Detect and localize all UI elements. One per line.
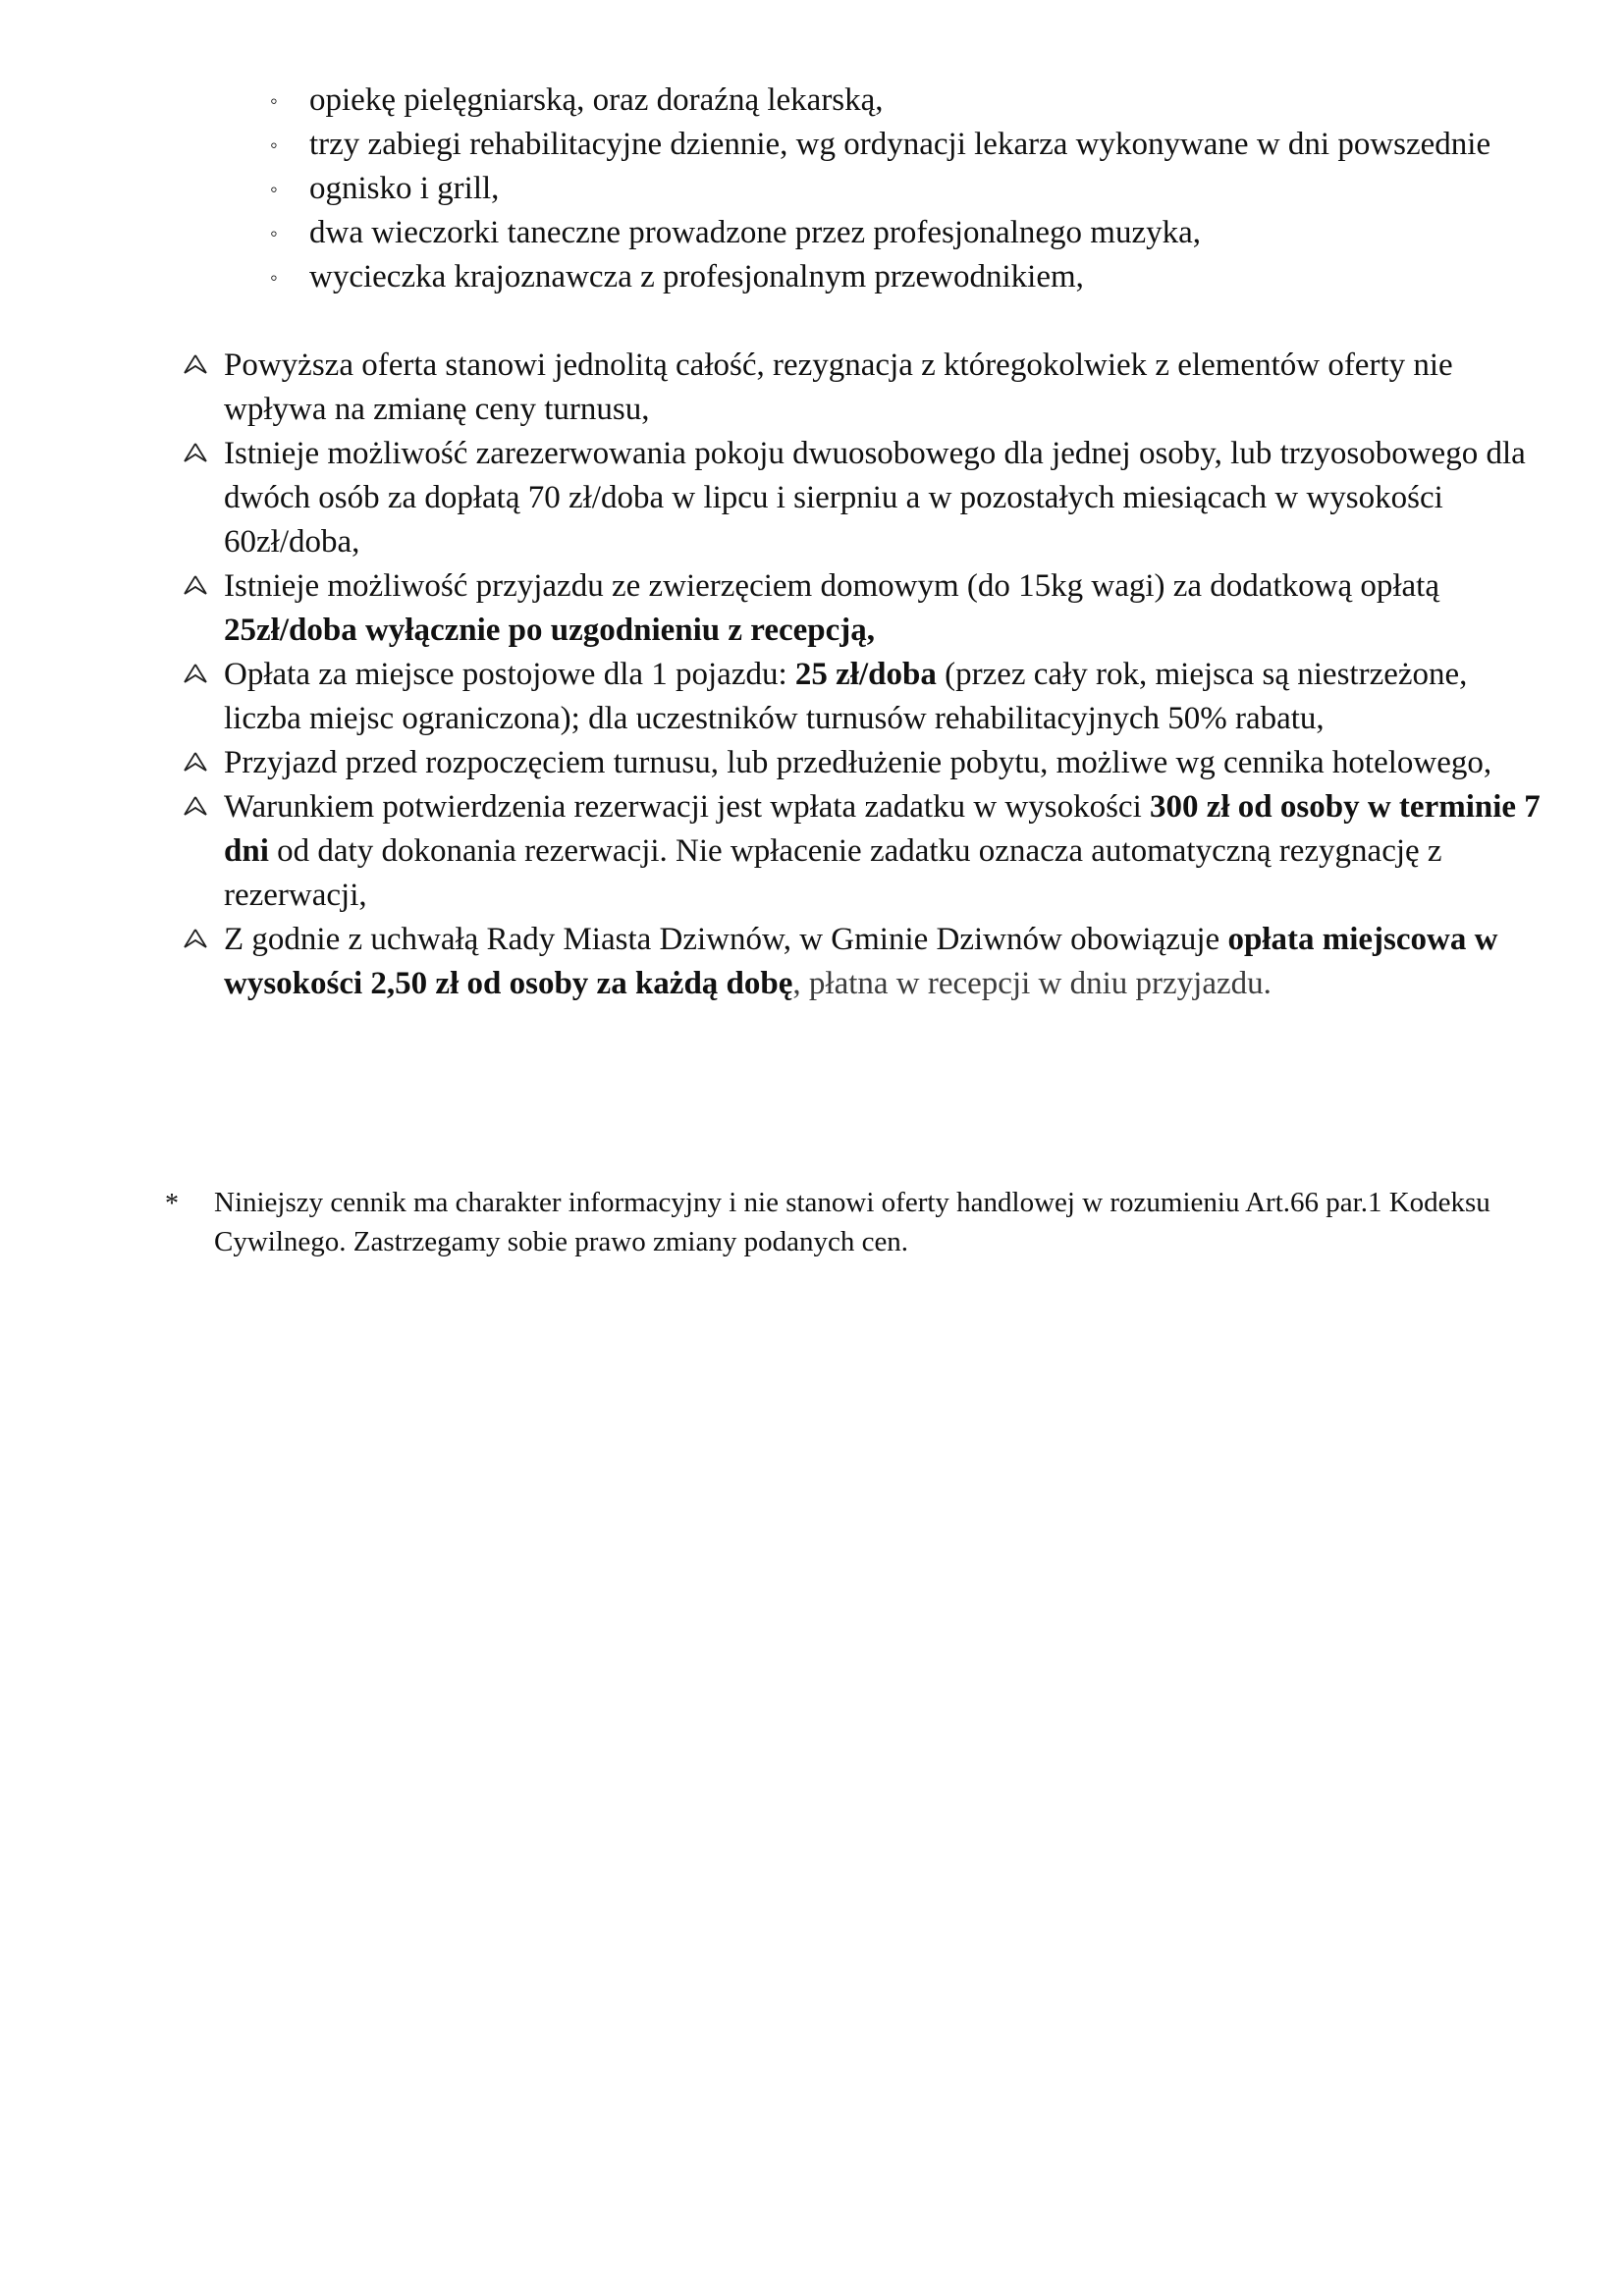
triangle-arrows-icon bbox=[181, 353, 210, 375]
bold-text: 300 zł od osoby w terminie 7 dni bbox=[224, 789, 1541, 869]
bold-text: 25 zł/doba bbox=[794, 657, 937, 692]
triangle-arrows-icon bbox=[181, 663, 210, 684]
text-span: , płatna w recepcji w dniu przyjazdu. bbox=[792, 966, 1272, 1001]
triangle-arrows-icon bbox=[181, 574, 210, 596]
included-services-list bbox=[265, 79, 1542, 299]
list-item bbox=[177, 653, 1551, 741]
list-item-text: Istnieje możliwość zarezerwowania pokoju dwuosobowego dla jednej osoby, lub trzyosobowego dla dwóch osób za dopłatą 70 zł/doba w lipcu i sierpniu a w pozostałych miesiącach w wysokości 60zł/doba, bbox=[224, 436, 1526, 560]
text-span: (przez cały rok, miejsca są niestrzeżone, liczba miejsc ograniczona); dla uczestników turnusów rehabilitacyjnych 50% rabatu, bbox=[224, 657, 1468, 736]
circle-bullet-icon: ◦ bbox=[270, 265, 278, 290]
list-item-text bbox=[224, 568, 1439, 648]
list-item-text: trzy zabiegi rehabilitacyjne dziennie, wg ordynacji lekarza wykonywane w dni powszednie bbox=[309, 127, 1491, 162]
triangle-arrows-icon bbox=[181, 928, 210, 949]
list-item bbox=[177, 344, 1551, 432]
circle-bullet-icon: ◦ bbox=[270, 177, 278, 201]
list-item-text bbox=[224, 657, 1467, 736]
circle-bullet-icon: ◦ bbox=[270, 221, 278, 245]
circle-bullet-icon: ◦ bbox=[270, 133, 278, 157]
list-item bbox=[265, 211, 1542, 255]
asterisk-marker: * bbox=[165, 1189, 179, 1219]
list-item bbox=[177, 918, 1551, 1006]
list-item bbox=[265, 79, 1542, 123]
triangle-arrows-icon bbox=[181, 442, 210, 463]
text-span: Z godnie z uchwałą Rady Miasta Dziwnów, w Gminie Dziwnów obowiązuje bbox=[224, 922, 1228, 957]
list-item bbox=[177, 432, 1551, 564]
list-item bbox=[265, 167, 1542, 211]
text-span: od daty dokonania rezerwacji. Nie wpłacenie zadatku oznacza automatyczną rezygnację z rezerwacji, bbox=[224, 833, 1442, 913]
text-span: Istnieje możliwość przyjazdu ze zwierzęciem domowym (do 15kg wagi) za dodatkową opłatą bbox=[224, 568, 1439, 604]
triangle-arrows-icon bbox=[181, 751, 210, 773]
list-item-text: Powyższa oferta stanowi jednolitą całość, rezygnacja z któregokolwiek z elementów oferty nie wpływa na zmianę ceny turnusu, bbox=[224, 347, 1453, 427]
text-span: Warunkiem potwierdzenia rezerwacji jest wpłata zadatku w wysokości bbox=[224, 789, 1150, 825]
list-item bbox=[177, 564, 1551, 653]
bold-text: opłata miejscowa w wysokości 2,50 zł od osoby za każdą dobę bbox=[224, 922, 1498, 1001]
list-item-text: opiekę pielęgniarską, oraz doraźną lekarską, bbox=[309, 82, 884, 118]
circle-bullet-icon: ◦ bbox=[270, 88, 278, 113]
disclaimer-footnote bbox=[165, 1183, 1520, 1261]
list-item-text bbox=[224, 922, 1497, 1001]
terms-list bbox=[177, 344, 1551, 1006]
list-item-text: Przyjazd przed rozpoczęciem turnusu, lub przedłużenie pobytu, możliwe wg cennika hotelowego, bbox=[224, 745, 1492, 780]
list-item-text: ognisko i grill, bbox=[309, 171, 500, 206]
list-item bbox=[265, 123, 1542, 167]
text-span: Opłata za miejsce postojowe dla 1 pojazdu: bbox=[224, 657, 795, 692]
list-item bbox=[177, 741, 1551, 785]
footnote-text: Niniejszy cennik ma charakter informacyjny i nie stanowi oferty handlowej w rozumieniu Art.66 par.1 Kodeksu Cywilnego. Zastrzegamy sobie prawo zmiany podanych cen. bbox=[214, 1187, 1490, 1257]
list-item-text: dwa wieczorki taneczne prowadzone przez profesjonalnego muzyka, bbox=[309, 215, 1201, 250]
list-item bbox=[265, 255, 1542, 299]
list-item-text bbox=[224, 789, 1541, 913]
triangle-arrows-icon bbox=[181, 795, 210, 817]
bold-text: 25zł/doba wyłącznie po uzgodnieniu z recepcją, bbox=[224, 613, 876, 648]
list-item-text: wycieczka krajoznawcza z profesjonalnym przewodnikiem, bbox=[309, 259, 1084, 294]
list-item bbox=[177, 785, 1551, 918]
